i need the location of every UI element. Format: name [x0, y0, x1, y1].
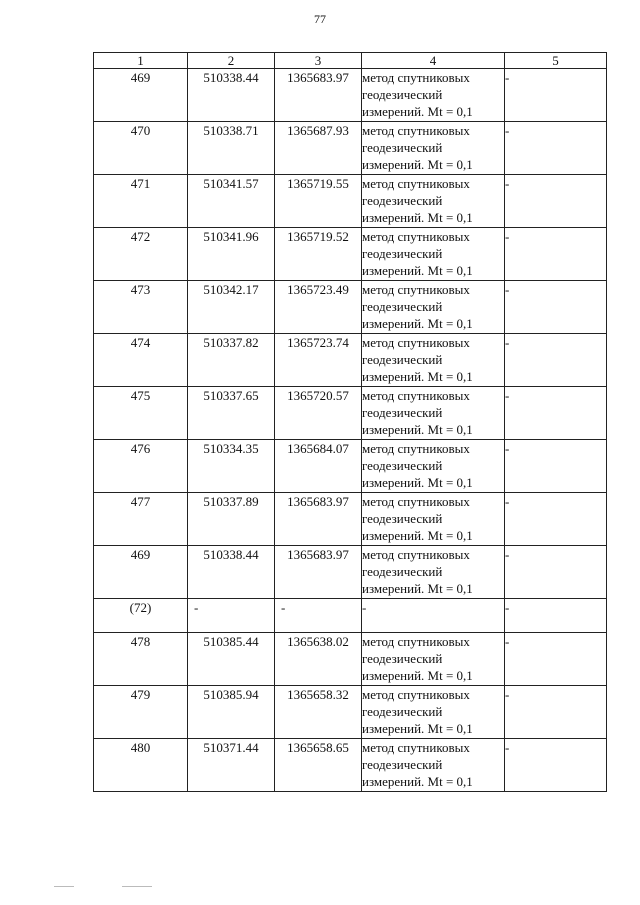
table-row — [94, 334, 607, 387]
x-coordinate-cell: 510337.82 — [188, 334, 275, 387]
x-coordinate-cell: 510334.35 — [188, 440, 275, 493]
method-line: метод спутниковых — [362, 634, 470, 649]
footer-mark — [54, 886, 74, 887]
x-coordinate-cell: 510338.44 — [188, 546, 275, 599]
method-line: измерений. Mt = 0,1 — [362, 263, 473, 278]
note-cell: - — [505, 122, 607, 175]
method-line: геодезический — [362, 651, 443, 666]
note-cell: - — [505, 334, 607, 387]
method-line: измерений. Mt = 0,1 — [362, 528, 473, 543]
method-cell — [362, 175, 505, 228]
method-line: метод спутниковых — [362, 740, 470, 755]
note-cell: - — [505, 546, 607, 599]
table-row — [94, 175, 607, 228]
table-body — [94, 69, 607, 792]
method-line: измерений. Mt = 0,1 — [362, 475, 473, 490]
y-coordinate-cell: 1365723.49 — [275, 281, 362, 334]
point-number-cell: 476 — [94, 440, 188, 493]
x-coordinate-cell: 510338.44 — [188, 69, 275, 122]
y-coordinate-cell: 1365720.57 — [275, 387, 362, 440]
y-coordinate-cell: 1365683.97 — [275, 493, 362, 546]
x-coordinate-cell: 510341.96 — [188, 228, 275, 281]
y-coordinate-cell: 1365658.65 — [275, 739, 362, 792]
method-line: метод спутниковых — [362, 176, 470, 191]
table-row — [94, 686, 607, 739]
footer-mark — [122, 886, 152, 887]
table-row — [94, 228, 607, 281]
point-number-cell: 477 — [94, 493, 188, 546]
method-line: метод спутниковых — [362, 282, 470, 297]
table-row — [94, 122, 607, 175]
y-coordinate-cell: 1365719.55 — [275, 175, 362, 228]
method-cell — [362, 599, 505, 633]
table-row — [94, 546, 607, 599]
method-line: измерений. Mt = 0,1 — [362, 369, 473, 384]
point-number-cell: 472 — [94, 228, 188, 281]
method-line: метод спутниковых — [362, 494, 470, 509]
point-number-cell: 469 — [94, 69, 188, 122]
point-number-cell: 475 — [94, 387, 188, 440]
method-line: геодезический — [362, 511, 443, 526]
method-line: измерений. Mt = 0,1 — [362, 721, 473, 736]
note-cell: - — [505, 69, 607, 122]
method-line: - — [362, 600, 367, 615]
method-line: измерений. Mt = 0,1 — [362, 422, 473, 437]
method-line: метод спутниковых — [362, 388, 470, 403]
method-cell — [362, 228, 505, 281]
column-header-1: 1 — [94, 53, 188, 69]
point-number-cell: 480 — [94, 739, 188, 792]
y-coordinate-cell: 1365719.52 — [275, 228, 362, 281]
x-coordinate-cell: - — [188, 599, 275, 633]
method-cell — [362, 739, 505, 792]
coordinates-table — [93, 52, 607, 792]
note-cell: - — [505, 686, 607, 739]
table-row — [94, 69, 607, 122]
note-cell: - — [505, 493, 607, 546]
method-line: метод спутниковых — [362, 335, 470, 350]
note-cell: - — [505, 387, 607, 440]
note-cell: - — [505, 440, 607, 493]
table-row — [94, 387, 607, 440]
column-header-5: 5 — [505, 53, 607, 69]
method-line: измерений. Mt = 0,1 — [362, 157, 473, 172]
x-coordinate-cell: 510371.44 — [188, 739, 275, 792]
method-line: геодезический — [362, 704, 443, 719]
page-number: 77 — [314, 12, 326, 26]
note-cell: - — [505, 599, 607, 633]
table-row — [94, 633, 607, 686]
table-row — [94, 739, 607, 792]
method-line: измерений. Mt = 0,1 — [362, 316, 473, 331]
x-coordinate-cell: 510342.17 — [188, 281, 275, 334]
method-line: геодезический — [362, 87, 443, 102]
y-coordinate-cell: 1365638.02 — [275, 633, 362, 686]
method-cell — [362, 440, 505, 493]
method-cell — [362, 387, 505, 440]
method-line: метод спутниковых — [362, 547, 470, 562]
note-cell: - — [505, 175, 607, 228]
table-row — [94, 281, 607, 334]
x-coordinate-cell: 510337.65 — [188, 387, 275, 440]
column-header-3: 3 — [275, 53, 362, 69]
x-coordinate-cell: 510338.71 — [188, 122, 275, 175]
method-line: метод спутниковых — [362, 441, 470, 456]
point-number-cell: 473 — [94, 281, 188, 334]
table-row — [94, 493, 607, 546]
method-cell — [362, 686, 505, 739]
method-line: метод спутниковых — [362, 70, 470, 85]
method-cell — [362, 546, 505, 599]
column-header-4: 4 — [362, 53, 505, 69]
point-number-cell: 470 — [94, 122, 188, 175]
method-line: измерений. Mt = 0,1 — [362, 104, 473, 119]
method-cell — [362, 69, 505, 122]
method-cell — [362, 281, 505, 334]
method-line: метод спутниковых — [362, 229, 470, 244]
method-cell — [362, 633, 505, 686]
method-line: геодезический — [362, 405, 443, 420]
method-line: измерений. Mt = 0,1 — [362, 774, 473, 789]
method-line: метод спутниковых — [362, 687, 470, 702]
point-number-cell: 478 — [94, 633, 188, 686]
point-number-cell: 479 — [94, 686, 188, 739]
table-row — [94, 440, 607, 493]
y-coordinate-cell: 1365658.32 — [275, 686, 362, 739]
method-cell — [362, 122, 505, 175]
method-line: метод спутниковых — [362, 123, 470, 138]
x-coordinate-cell: 510385.44 — [188, 633, 275, 686]
x-coordinate-cell: 510341.57 — [188, 175, 275, 228]
note-cell: - — [505, 228, 607, 281]
y-coordinate-cell: 1365683.97 — [275, 546, 362, 599]
table-row — [94, 599, 607, 633]
x-coordinate-cell: 510385.94 — [188, 686, 275, 739]
note-cell: - — [505, 633, 607, 686]
y-coordinate-cell: - — [275, 599, 362, 633]
method-line: геодезический — [362, 246, 443, 261]
method-cell — [362, 334, 505, 387]
method-line: измерений. Mt = 0,1 — [362, 668, 473, 683]
point-number-cell: (72) — [94, 599, 188, 633]
method-line: геодезический — [362, 193, 443, 208]
y-coordinate-cell: 1365687.93 — [275, 122, 362, 175]
column-header-2: 2 — [188, 53, 275, 69]
method-line: геодезический — [362, 564, 443, 579]
note-cell: - — [505, 739, 607, 792]
method-line: измерений. Mt = 0,1 — [362, 210, 473, 225]
y-coordinate-cell: 1365723.74 — [275, 334, 362, 387]
point-number-cell: 474 — [94, 334, 188, 387]
point-number-cell: 471 — [94, 175, 188, 228]
method-line: геодезический — [362, 299, 443, 314]
y-coordinate-cell: 1365683.97 — [275, 69, 362, 122]
method-line: геодезический — [362, 458, 443, 473]
method-line: геодезический — [362, 757, 443, 772]
note-cell: - — [505, 281, 607, 334]
method-line: измерений. Mt = 0,1 — [362, 581, 473, 596]
x-coordinate-cell: 510337.89 — [188, 493, 275, 546]
y-coordinate-cell: 1365684.07 — [275, 440, 362, 493]
method-cell — [362, 493, 505, 546]
table-header-row — [94, 53, 607, 69]
method-line: геодезический — [362, 140, 443, 155]
point-number-cell: 469 — [94, 546, 188, 599]
method-line: геодезический — [362, 352, 443, 367]
